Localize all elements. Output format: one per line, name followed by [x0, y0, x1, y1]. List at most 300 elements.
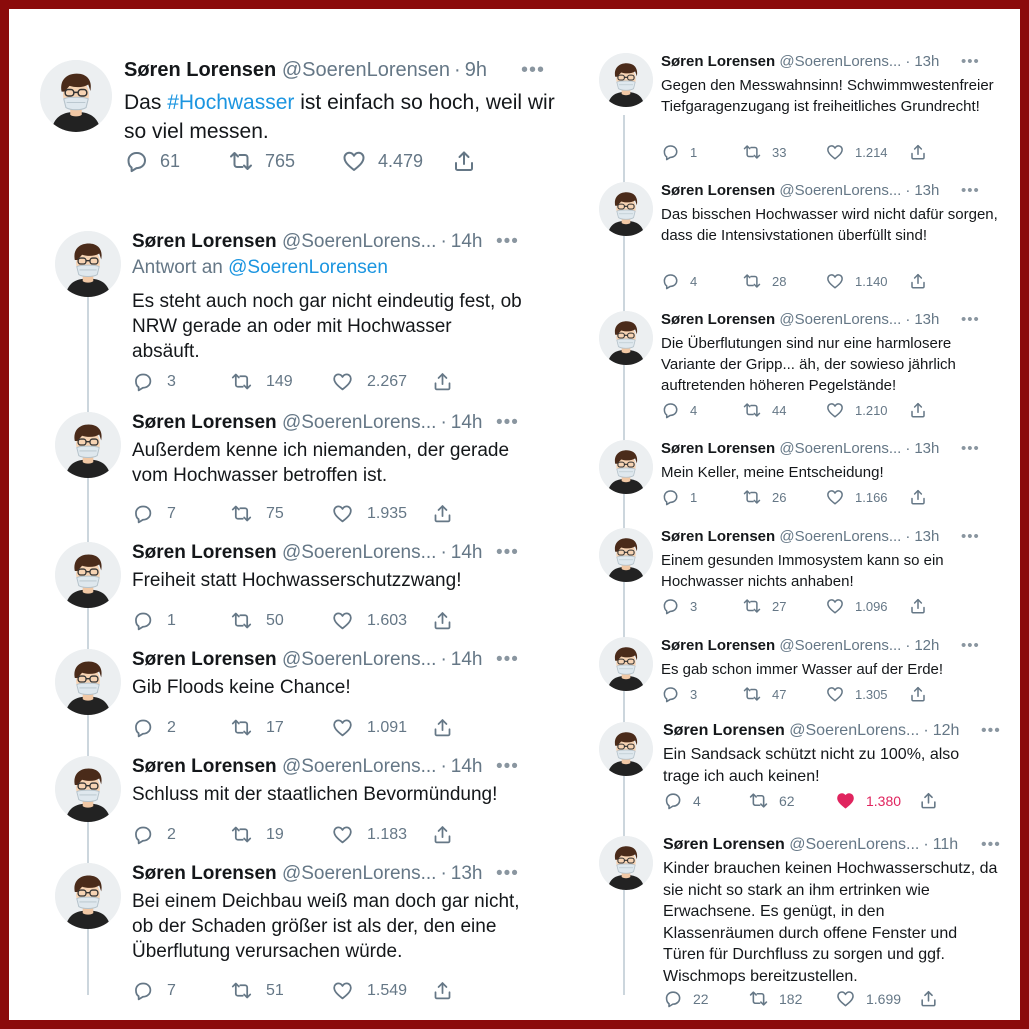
reply-icon [132, 503, 153, 524]
reply-icon [661, 685, 679, 703]
author-handle[interactable]: @SoerenLorens... [779, 311, 902, 328]
like-button[interactable] [836, 989, 901, 1008]
tweet-time[interactable]: 13h [914, 182, 940, 199]
more-icon[interactable]: ••• [961, 182, 980, 199]
like-count: 1.140 [855, 273, 888, 289]
tweet-text: Außerdem kenne ich niemanden, der gerade vom Hochwasser betroffen ist. [132, 440, 510, 486]
separator-dot: · [440, 649, 447, 670]
separator-dot: · [905, 637, 911, 654]
retweet-icon [743, 143, 761, 161]
reply-to-label: Antwort an [132, 257, 223, 278]
avatar[interactable] [599, 440, 653, 494]
retweet-button[interactable] [743, 143, 786, 161]
like-icon [826, 272, 844, 290]
reply-count: 3 [690, 598, 698, 614]
like-icon [826, 143, 844, 161]
like-count: 1.214 [855, 144, 888, 160]
screenshot-frame [9, 9, 1020, 1020]
author-handle[interactable]: @SoerenLorens... [281, 412, 437, 433]
like-count: 2.267 [367, 372, 408, 390]
tweet-text: Einem gesunden Immosystem kann so ein Hochwasser nichts anhaben! [661, 552, 944, 590]
more-icon[interactable]: ••• [496, 649, 519, 670]
like-count: 1.096 [855, 598, 888, 614]
retweet-button[interactable] [749, 791, 795, 810]
tweet-header [661, 53, 951, 70]
retweet-icon [743, 401, 761, 419]
tweet-header [661, 311, 951, 328]
author-handle[interactable]: @SoerenLorens... [779, 637, 902, 654]
separator-dot: · [923, 722, 929, 739]
avatar[interactable] [55, 863, 121, 929]
retweet-count: 51 [266, 981, 284, 999]
tweet-text: Das #Hochwasser ist einfach so hoch, weil wir so viel messen. [124, 91, 555, 143]
author-name[interactable]: Søren Lorensen [132, 756, 277, 777]
tweet-header [661, 637, 951, 654]
reply-button[interactable] [661, 597, 697, 615]
reply-button[interactable] [661, 488, 697, 506]
share-button[interactable] [909, 488, 927, 506]
author-name[interactable]: Søren Lorensen [132, 231, 277, 252]
author-name[interactable]: Søren Lorensen [661, 53, 776, 70]
like-count: 1.603 [367, 611, 408, 629]
author-handle[interactable]: @SoerenLorens... [281, 231, 437, 252]
more-icon[interactable]: ••• [521, 59, 546, 81]
reply-button[interactable] [661, 143, 697, 161]
like-count: 1.166 [855, 489, 888, 505]
like-button[interactable] [332, 980, 407, 1001]
share-icon [452, 149, 476, 173]
retweet-button[interactable] [743, 401, 786, 419]
author-handle[interactable]: @SoerenLorens... [779, 528, 902, 545]
reply-button[interactable] [132, 503, 176, 524]
more-icon[interactable]: ••• [961, 528, 980, 545]
separator-dot: · [905, 528, 911, 545]
tweet[interactable] [9, 863, 599, 1013]
tweet[interactable] [593, 182, 1020, 302]
reply-button[interactable] [132, 980, 176, 1001]
tweet-header [661, 528, 951, 545]
like-count: 1.210 [855, 402, 888, 418]
reply-icon [132, 610, 153, 631]
tweet-time[interactable]: 13h [914, 440, 940, 457]
author-name[interactable]: Søren Lorensen [661, 311, 776, 328]
share-icon [432, 371, 453, 392]
reply-button[interactable] [132, 824, 176, 845]
author-handle[interactable]: @SoerenLorens... [281, 756, 437, 777]
tweet-time[interactable]: 14h [450, 542, 483, 563]
separator-dot: · [905, 311, 911, 328]
share-button[interactable] [909, 597, 927, 615]
more-icon[interactable]: ••• [961, 440, 980, 457]
retweet-button[interactable] [229, 149, 295, 173]
retweet-icon [749, 989, 768, 1008]
author-handle[interactable]: @SoerenLorens... [779, 440, 902, 457]
reply-button[interactable] [124, 149, 180, 173]
retweet-icon [749, 791, 768, 810]
main-tweet[interactable] [9, 9, 599, 209]
like-icon [332, 717, 353, 738]
tweet[interactable] [593, 440, 1020, 518]
reply-button[interactable] [132, 717, 176, 738]
share-button[interactable] [909, 272, 927, 290]
more-icon[interactable]: ••• [961, 311, 980, 328]
reply-icon [132, 824, 153, 845]
like-button[interactable] [826, 401, 888, 419]
tweet-text: Das bisschen Hochwasser wird nicht dafür sorgen, dass die Intensivstationen überfüllt sind! [661, 206, 998, 244]
tweet-text: Mein Keller, meine Entscheidung! [661, 464, 884, 481]
author-name[interactable]: Søren Lorensen [132, 542, 277, 563]
retweet-count: 62 [779, 792, 795, 809]
like-icon [332, 824, 353, 845]
separator-dot: · [440, 231, 447, 252]
like-icon [836, 791, 855, 810]
tweet-header [663, 836, 968, 854]
share-button[interactable] [432, 610, 453, 631]
like-count: 4.479 [378, 150, 424, 171]
like-button[interactable] [826, 143, 888, 161]
like-button[interactable] [826, 597, 888, 615]
reply-to-handle[interactable]: @SoerenLorensen [228, 257, 388, 278]
share-icon [909, 401, 927, 419]
retweet-button[interactable] [231, 717, 284, 738]
separator-dot: · [905, 53, 911, 70]
tweet-time[interactable]: 13h [450, 863, 483, 884]
share-icon [909, 272, 927, 290]
share-icon [909, 488, 927, 506]
share-button[interactable] [909, 685, 927, 703]
avatar[interactable] [599, 528, 653, 582]
tweet-header [132, 412, 487, 434]
like-button[interactable] [826, 685, 888, 703]
like-button[interactable] [332, 371, 407, 392]
share-button[interactable] [432, 371, 453, 392]
retweet-icon [743, 597, 761, 615]
share-icon [432, 717, 453, 738]
reply-icon [661, 143, 679, 161]
author-handle[interactable]: @SoerenLorensen [281, 59, 451, 81]
retweet-button[interactable] [231, 980, 284, 1001]
tweet[interactable] [593, 528, 1020, 627]
more-icon[interactable]: ••• [496, 542, 519, 563]
reply-icon [124, 149, 148, 173]
tweet-text: Die Überflutungen sind nur eine harmlosere Variante der Gripp... äh, der sowieso jährlich auftretenden höheren Pegelstände! [661, 335, 956, 394]
reply-button[interactable] [663, 791, 701, 810]
retweet-count: 765 [265, 150, 296, 171]
retweet-count: 19 [266, 825, 284, 843]
reply-count: 3 [167, 372, 176, 390]
tweet[interactable] [9, 756, 599, 856]
tweet-text: Kinder brauchen keinen Hochwasserschutz, da sie nicht so stark an ihm ertrinken wie Erwachsene. Es genügt, in den Klassenräumen durch offene Fenster und Türen für Durchfluss zu sorgen und ggf. Wischmops bereitzustellen. [663, 860, 998, 985]
share-button[interactable] [432, 980, 453, 1001]
tweet-time[interactable]: 13h [914, 311, 940, 328]
reply-button[interactable] [661, 401, 697, 419]
separator-dot: · [440, 542, 447, 563]
author-name[interactable]: Søren Lorensen [661, 182, 776, 199]
hashtag-link[interactable]: #Hochwasser [167, 91, 295, 114]
share-button[interactable] [432, 824, 453, 845]
retweet-button[interactable] [231, 503, 284, 524]
retweet-count: 28 [772, 273, 787, 289]
like-button[interactable] [332, 610, 407, 631]
separator-dot: · [440, 412, 447, 433]
share-icon [432, 610, 453, 631]
avatar[interactable] [55, 412, 121, 478]
like-icon [826, 597, 844, 615]
retweet-icon [743, 488, 761, 506]
tweet-text: Schluss mit der staatlichen Bevormündung! [132, 784, 498, 805]
tweet-time[interactable]: 9h [464, 59, 487, 81]
reply-icon [661, 401, 679, 419]
separator-dot: · [440, 863, 447, 884]
separator-dot: · [905, 440, 911, 457]
author-name[interactable]: Søren Lorensen [132, 412, 277, 433]
reply-count: 1 [690, 144, 698, 160]
like-count: 1.091 [367, 718, 408, 736]
retweet-count: 47 [772, 686, 787, 702]
retweet-icon [229, 149, 253, 173]
retweet-button[interactable] [743, 272, 786, 290]
like-count: 1.935 [367, 504, 408, 522]
author-handle[interactable]: @SoerenLorens... [281, 542, 437, 563]
like-count: 1.380 [866, 792, 902, 809]
share-icon [919, 791, 938, 810]
like-icon [826, 488, 844, 506]
reply-icon [661, 597, 679, 615]
author-handle[interactable]: @SoerenLorens... [779, 182, 902, 199]
share-button[interactable] [432, 717, 453, 738]
avatar[interactable] [599, 53, 653, 107]
author-name[interactable]: Søren Lorensen [661, 637, 776, 654]
retweet-count: 149 [266, 372, 293, 390]
share-button[interactable] [919, 989, 938, 1008]
author-name[interactable]: Søren Lorensen [124, 59, 277, 81]
reply-icon [132, 371, 153, 392]
more-icon[interactable]: ••• [496, 412, 519, 433]
separator-dot: · [905, 182, 911, 199]
reply-button[interactable] [661, 685, 697, 703]
more-icon[interactable]: ••• [961, 53, 980, 70]
more-icon[interactable]: ••• [496, 756, 519, 777]
avatar[interactable] [599, 182, 653, 236]
retweet-button[interactable] [749, 989, 802, 1008]
tweet[interactable] [593, 637, 1020, 715]
tweet[interactable] [593, 53, 1020, 173]
retweet-count: 26 [772, 489, 787, 505]
reply-count: 2 [167, 825, 176, 843]
avatar[interactable] [599, 311, 653, 365]
tweet-header [132, 863, 487, 885]
like-button[interactable] [332, 824, 407, 845]
retweet-count: 33 [772, 144, 787, 160]
author-handle[interactable]: @SoerenLorens... [281, 649, 437, 670]
share-icon [919, 989, 938, 1008]
like-icon [826, 685, 844, 703]
avatar[interactable] [40, 60, 112, 132]
share-icon [909, 143, 927, 161]
author-handle[interactable]: @SoerenLorens... [779, 53, 902, 70]
separator-dot: · [923, 836, 929, 853]
reply-icon [663, 989, 682, 1008]
tweet-time[interactable]: 14h [450, 756, 483, 777]
reply-count: 7 [167, 504, 176, 522]
like-button[interactable] [342, 149, 423, 173]
share-icon [432, 824, 453, 845]
author-name[interactable]: Søren Lorensen [661, 528, 776, 545]
tweet-time[interactable]: 13h [914, 53, 940, 70]
reply-count: 3 [690, 686, 698, 702]
tweet[interactable] [9, 542, 599, 642]
like-button[interactable] [826, 272, 888, 290]
avatar[interactable] [55, 231, 121, 297]
tweet-text: Es gab schon immer Wasser auf der Erde! [661, 661, 944, 678]
retweet-count: 44 [772, 402, 787, 418]
tweet-time[interactable]: 11h [932, 836, 959, 853]
reply-count: 4 [693, 792, 701, 809]
tweet[interactable] [9, 231, 599, 401]
like-icon [826, 401, 844, 419]
tweet-time[interactable]: 14h [450, 649, 483, 670]
retweet-icon [743, 272, 761, 290]
retweet-icon [231, 610, 252, 631]
tweet-header [132, 756, 487, 778]
reply-count: 22 [693, 990, 709, 1007]
author-name[interactable]: Søren Lorensen [661, 440, 776, 457]
tweet-text: Gegen den Messwahnsinn! Schwimmwestenfreier Tiefgaragenzugang ist freiheitliches Grundrecht! [661, 77, 994, 115]
share-icon [909, 685, 927, 703]
reply-count: 1 [690, 489, 698, 505]
reply-count: 4 [690, 273, 698, 289]
reply-button[interactable] [132, 371, 176, 392]
reply-button[interactable] [661, 272, 697, 290]
more-icon[interactable]: ••• [981, 722, 1001, 739]
like-icon [332, 980, 353, 1001]
share-icon [432, 980, 453, 1001]
like-icon [332, 610, 353, 631]
tweet-header [663, 722, 968, 740]
retweet-icon [231, 371, 252, 392]
reply-icon [132, 717, 153, 738]
author-name[interactable]: Søren Lorensen [663, 722, 785, 739]
retweet-icon [231, 980, 252, 1001]
share-button[interactable] [919, 791, 938, 810]
like-button[interactable] [332, 503, 407, 524]
retweet-icon [231, 717, 252, 738]
like-count: 1.549 [367, 981, 408, 999]
like-icon [332, 503, 353, 524]
author-handle[interactable]: @SoerenLorens... [281, 863, 437, 884]
more-icon[interactable]: ••• [981, 836, 1001, 853]
like-icon [836, 989, 855, 1008]
avatar[interactable] [55, 756, 121, 822]
reply-count: 1 [167, 611, 176, 629]
tweet-header [132, 542, 487, 564]
tweet[interactable] [9, 649, 599, 749]
tweet[interactable] [9, 412, 599, 532]
avatar[interactable] [599, 722, 653, 776]
tweet-header [132, 231, 487, 253]
like-button[interactable] [826, 488, 888, 506]
author-handle[interactable]: @SoerenLorens... [789, 836, 920, 853]
share-icon [432, 503, 453, 524]
reply-icon [661, 488, 679, 506]
retweet-count: 75 [266, 504, 284, 522]
more-icon[interactable]: ••• [961, 637, 980, 654]
avatar[interactable] [55, 542, 121, 608]
author-handle[interactable]: @SoerenLorens... [789, 722, 920, 739]
tweet-time[interactable]: 13h [914, 528, 940, 545]
retweet-button[interactable] [743, 597, 786, 615]
author-name[interactable]: Søren Lorensen [663, 836, 785, 853]
author-name[interactable]: Søren Lorensen [132, 863, 277, 884]
tweet[interactable] [593, 311, 1020, 431]
retweet-icon [231, 503, 252, 524]
tweet-time[interactable]: 14h [450, 231, 483, 252]
reply-count: 4 [690, 402, 698, 418]
reply-count: 7 [167, 981, 176, 999]
retweet-button[interactable] [231, 824, 284, 845]
retweet-button[interactable] [231, 371, 293, 392]
reply-icon [663, 791, 682, 810]
retweet-count: 17 [266, 718, 284, 736]
share-button[interactable] [452, 149, 476, 173]
tweet[interactable] [593, 836, 1020, 1019]
tweet-header [661, 440, 951, 457]
tweet-text: Es steht auch noch gar nicht eindeutig fest, ob NRW gerade an oder mit Hochwasser absäuft. [132, 291, 522, 362]
tweet-text: Ein Sandsack schützt nicht zu 100%, also trage ich auch keinen! [663, 746, 960, 785]
like-count: 1.699 [866, 990, 902, 1007]
reply-count: 61 [160, 150, 181, 171]
tweet-time[interactable]: 14h [450, 412, 483, 433]
tweet-time[interactable]: 12h [932, 722, 960, 739]
like-button[interactable] [836, 791, 901, 810]
like-icon [332, 371, 353, 392]
retweet-button[interactable] [231, 610, 284, 631]
share-button[interactable] [432, 503, 453, 524]
reply-to-line [132, 257, 388, 279]
tweet-time[interactable]: 12h [914, 637, 940, 654]
share-button[interactable] [909, 143, 927, 161]
reply-button[interactable] [663, 989, 709, 1008]
reply-icon [132, 980, 153, 1001]
tweet-header [132, 649, 487, 671]
avatar[interactable] [599, 836, 653, 890]
reply-count: 2 [167, 718, 176, 736]
separator-dot: · [440, 756, 447, 777]
avatar[interactable] [55, 649, 121, 715]
more-icon[interactable]: ••• [496, 231, 519, 252]
tweet[interactable] [593, 722, 1020, 821]
tweet-header: Søren Lorensen @SoerenLorensen · 9h [124, 59, 487, 81]
tweet-header [661, 182, 951, 199]
share-icon [909, 597, 927, 615]
reply-button[interactable] [132, 610, 176, 631]
retweet-icon [231, 824, 252, 845]
retweet-button[interactable] [743, 488, 786, 506]
like-button[interactable] [332, 717, 407, 738]
more-icon[interactable]: ••• [496, 863, 519, 884]
author-name[interactable]: Søren Lorensen [132, 649, 277, 670]
retweet-button[interactable] [743, 685, 786, 703]
reply-icon [661, 272, 679, 290]
like-count: 1.183 [367, 825, 408, 843]
avatar[interactable] [599, 637, 653, 691]
retweet-count: 182 [779, 990, 803, 1007]
retweet-count: 50 [266, 611, 284, 629]
like-count: 1.305 [855, 686, 888, 702]
tweet-text: Bei einem Deichbau weiß man doch gar nicht, ob der Schaden größer ist als der, den eine Überflutung verursachen würde. [132, 891, 520, 962]
share-button[interactable] [909, 401, 927, 419]
retweet-count: 27 [772, 598, 787, 614]
